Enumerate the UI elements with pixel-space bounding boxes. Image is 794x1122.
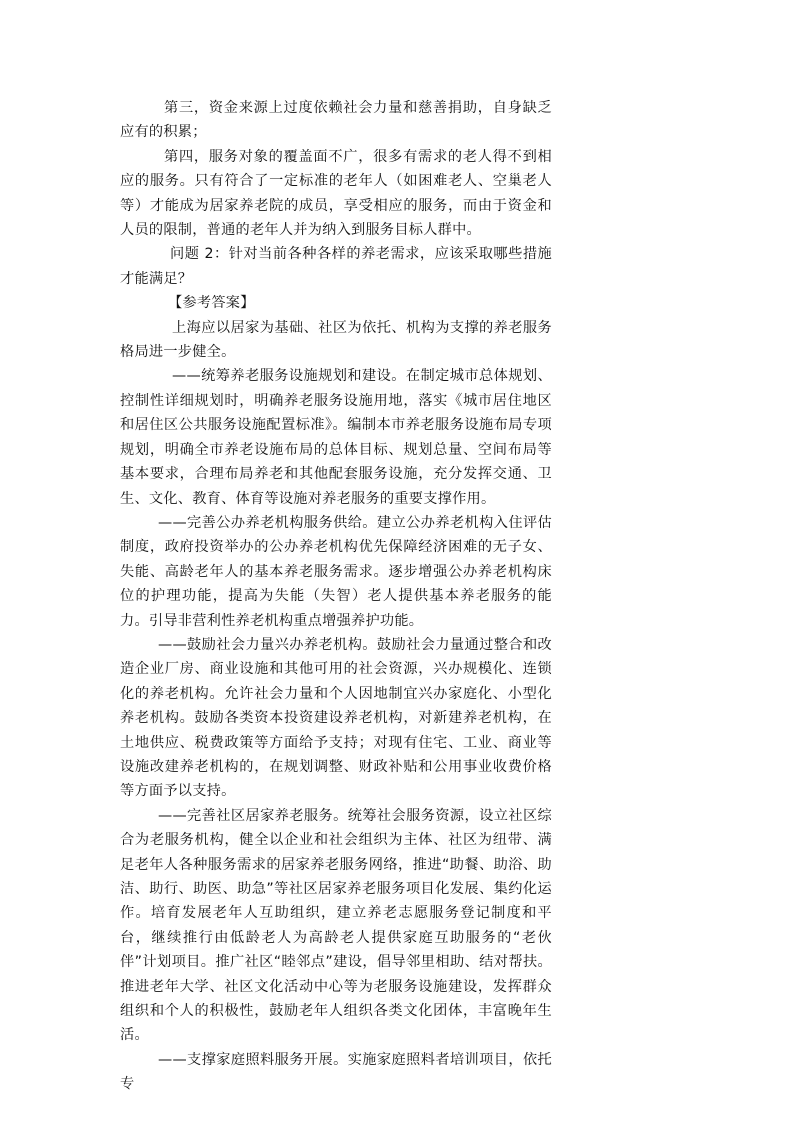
paragraph-answer-intro: 上海应以居家为基础、社区为依托、机构为支撑的养老服务格局进一步健全。 [120, 319, 552, 361]
paragraph-family-care: ——支撑家庭照料服务开展。实施家庭照料者培训项目，依托专 [120, 1051, 552, 1093]
paragraph-third-point: 第三，资金来源上过度依赖社会力量和慈善捐助，自身缺乏应有的积累； [120, 100, 552, 141]
question-2: 问题 2：针对当前各种各样的养老需求，应该采取哪些措施才能满足？ [120, 246, 552, 287]
paragraph-public-institutions: ——完善公办养老机构服务供给。建立公办养老机构入住评估制度，政府投资举办的公办养老机构优先保障经济困难的无子女、失能、高龄老年人的基本养老服务需求。逐步增强公办养老机构床位的护理功能，提高为失能（失智）老人提供基本养老服务的能力。引导非营利性养老机构重点增强养护功能。 [120, 514, 552, 629]
paragraph-fourth-point: 第四，服务对象的覆盖面不广，很多有需求的老人得不到相应的服务。只有符合了一定标准的老年人（如困难老人、空巢老人等）才能成为居家养老院的成员，享受相应的服务，而由于资金和人员的限制，普通的老年人并为纳入到服务目标人群中。 [120, 148, 552, 239]
reference-answer-heading: 【参考答案】 [168, 295, 255, 312]
paragraph-planning: ——统筹养老服务设施规划和建设。在制定城市总体规划、控制性详细规划时，明确养老服务设施用地，落实《城市居住地区和居住区公共服务设施配置标准》。编制本市养老服务设施布局专项规划，明确全市养老设施布局的总体目标、规划总量、空间布局等基本要求，合理布局养老和其他配套服务设施，充分发挥交通、卫生、文化、教育、体育等设施对养老服务的重要支撑作用。 [120, 368, 552, 507]
paragraph-social-forces: ——鼓励社会力量兴办养老机构。鼓励社会力量通过整合和改造企业厂房、商业设施和其他可用的社会资源，兴办规模化、连锁化的养老机构。允许社会力量和个人因地制宜兴办家庭化、小型化养老机构。鼓励各类资本投资建设养老机构，对新建养老机构，在土地供应、税费政策等方面给予支持；对现有住宅、工业、商业等设施改建养老机构的，在规划调整、财政补贴和公用事业收费价格等方面予以支持。 [120, 636, 552, 800]
paragraph-community-services: ——完善社区居家养老服务。统筹社会服务资源，设立社区综合为老服务机构，健全以企业和社会组织为主体、社区为纽带、满足老年人各种服务需求的居家养老服务网络，推进“助餐、助浴、助洁、助行、助医、助急”等社区居家养老服务项目化发展、集约化运作。培育发展老年人互助组织，建立养老志愿服务登记制度和平台，继续推行由低龄老人为高龄老人提供家庭互助服务的“老伙伴”计划项目。推广社区“睦邻点”建设，倡导邻里相助、结对帮扶。推进老年大学、社区文化活动中心等为老服务设施建设，发挥群众组织和个人的积极性，鼓励老年人组织各类文化团体，丰富晚年生活。 [120, 807, 552, 1044]
document-body [120, 96, 552, 1097]
